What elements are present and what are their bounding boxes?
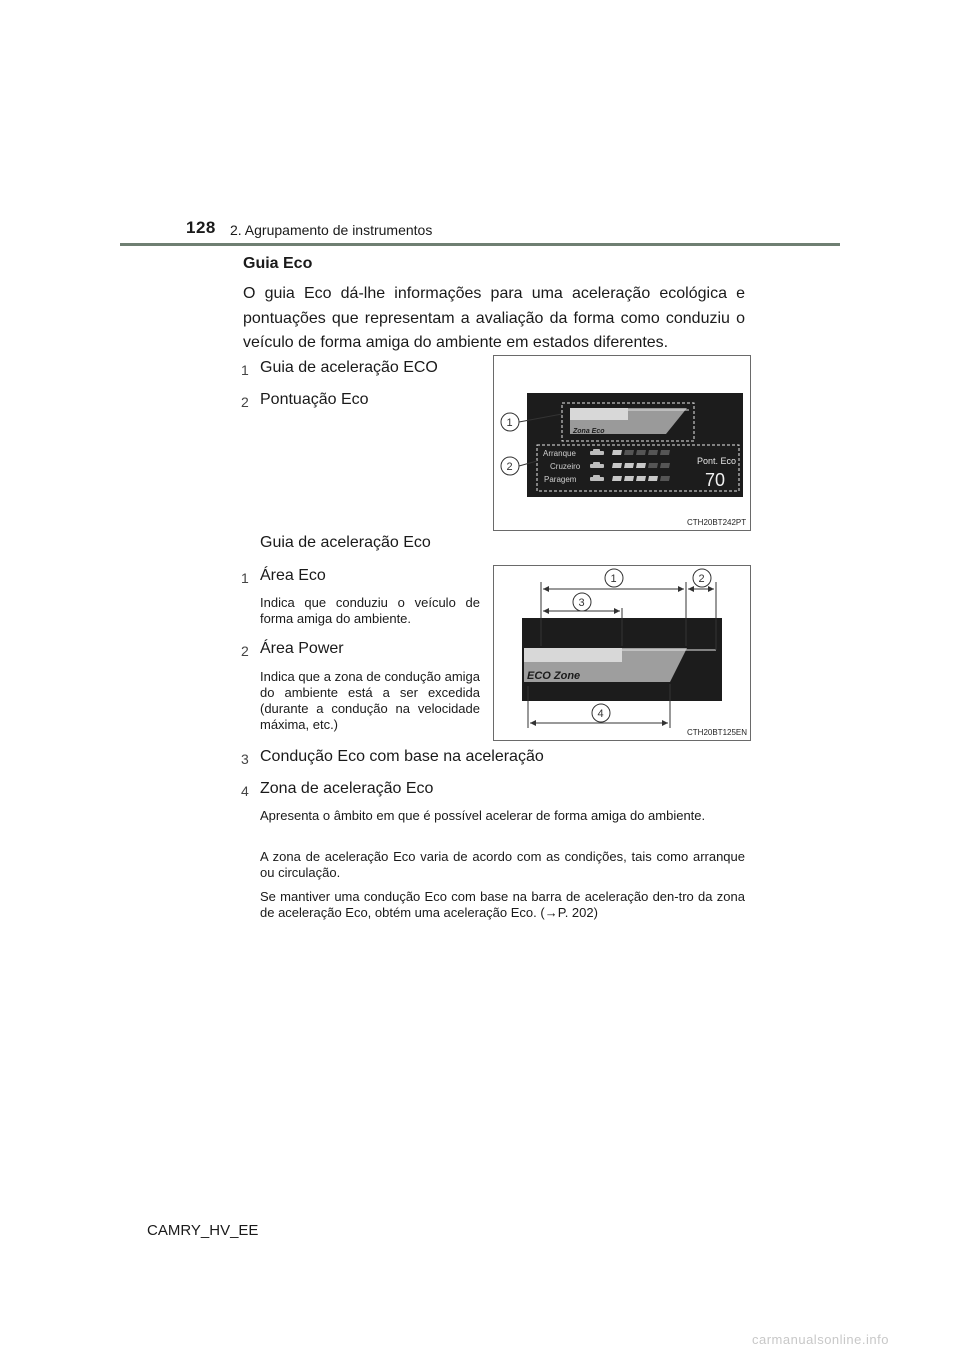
list2-item-label: Condução Eco com base na aceleração — [260, 748, 544, 765]
footer-model: CAMRY_HV_EE — [147, 1222, 259, 1239]
list1-item-label: Guia de aceleração ECO — [260, 359, 438, 376]
figure-code: CTH20BT125EN — [687, 728, 748, 737]
zone-label: ECO Zone — [527, 670, 581, 682]
item4-note: A zona de aceleração Eco varia de acordo com as condições, tais como arranque ou circulação. — [260, 849, 745, 880]
list2-number: 4 — [241, 783, 249, 799]
score-label: Pont. Eco — [697, 456, 737, 466]
figure-eco-guide — [493, 355, 751, 531]
eco-guide-illustration — [494, 356, 750, 530]
list1-number: 2 — [241, 394, 249, 410]
list2-number: 1 — [241, 570, 249, 586]
list1-number: 1 — [241, 362, 249, 378]
accel-bar — [570, 408, 628, 420]
row-label: Arranque — [543, 449, 576, 458]
figure-code: CTH20BT242PT — [687, 518, 747, 527]
callout-number: 1 — [506, 417, 513, 429]
item4-note: Se mantiver uma condução Eco com base na barra de aceleração den-tro da zona de aceleração Eco, obtém uma aceleração Eco. (→P. 202) — [260, 889, 745, 920]
callout-number: 4 — [597, 708, 604, 720]
zone-label: Zona Eco — [573, 428, 605, 435]
accel-bar — [524, 648, 622, 662]
list2-item-label: Área Eco — [260, 567, 326, 584]
callout-number: 3 — [578, 597, 585, 609]
section-title: Guia Eco — [243, 255, 313, 272]
list2-item-note: Indica que conduziu o veículo de forma amiga do ambiente. — [260, 595, 480, 626]
item4-note: Apresenta o âmbito em que é possível acelerar de forma amiga do ambiente. — [260, 808, 706, 823]
watermark: carmanualsonline.info — [752, 1332, 889, 1347]
callout-number: 2 — [698, 573, 705, 585]
row-label: Cruzeiro — [550, 462, 581, 471]
figure-eco-zone — [493, 565, 751, 741]
chapter-title: 2. Agrupamento de instrumentos — [230, 222, 433, 238]
list2-number: 3 — [241, 751, 249, 767]
score-bars-row-3 — [612, 476, 670, 481]
header-rule — [120, 243, 840, 246]
score-bars-row-2 — [612, 463, 670, 468]
row-label: Paragem — [544, 475, 577, 484]
list2-item-label: Área Power — [260, 640, 344, 657]
callout-number: 1 — [610, 573, 617, 585]
score-bars-row-1 — [612, 450, 670, 455]
section-intro: O guia Eco dá-lhe informações para uma aceleração ecológica e pontuações que representam a avaliação da forma como conduziu o veículo de forma amiga do ambiente em estados diferentes. — [243, 285, 745, 351]
list2-number: 2 — [241, 643, 249, 659]
callout-number: 2 — [506, 461, 513, 473]
score-value: 70 — [705, 470, 726, 490]
subsection-title: Guia de aceleração Eco — [260, 534, 431, 551]
page-number: 128 — [186, 218, 216, 237]
eco-zone-illustration — [494, 566, 750, 740]
list2-item-note: Indica que a zona de condução amiga do ambiente está a ser excedida (durante a condução na velocidade máxima, etc.) — [260, 669, 480, 732]
list2-item-label: Zona de aceleração Eco — [260, 780, 434, 797]
list1-item-label: Pontuação Eco — [260, 391, 369, 408]
